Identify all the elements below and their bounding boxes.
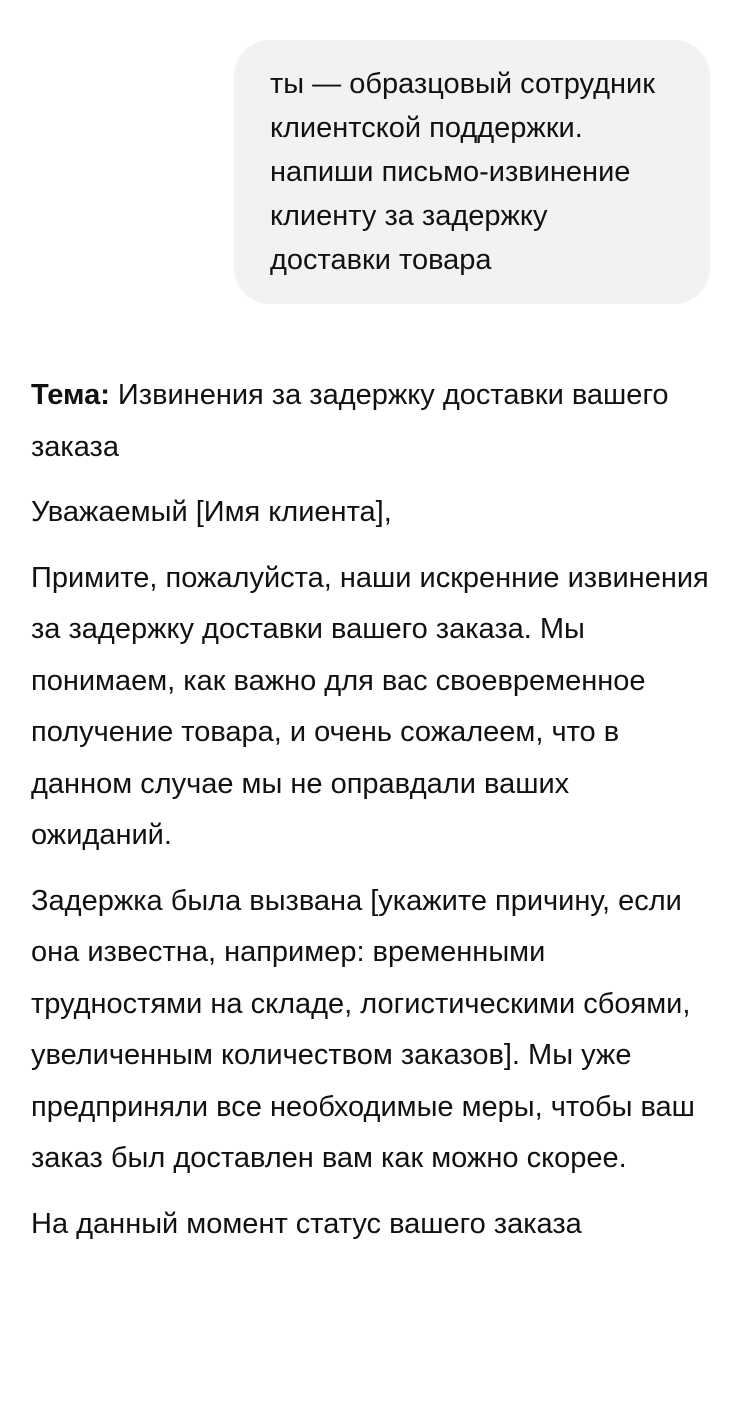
assistant-message: [31, 370, 711, 1264]
email-greeting: Уважаемый [Имя клиента],: [31, 496, 392, 528]
subject-label: Тема:: [31, 379, 110, 411]
user-message-line: клиентской поддержки.: [270, 112, 583, 144]
email-paragraph: Задержка была вызвана [укажите причину, если она известна, например: временными трудностями на складе, логистическими сбоями, увеличенным количеством заказов]. Мы уже предприняли все необходимые меры, чтобы ваш заказ был доставлен вам как можно скорее.: [31, 884, 695, 1174]
email-paragraph: Примите, пожалуйста, наши искренние извинения за задержку доставки вашего заказа. Мы понимаем, как важно для вас своевременное получение товара, и очень сожалеем, что в данном случае мы не оправдали ваших ожиданий.: [31, 561, 709, 851]
user-message-bubble[interactable]: [234, 40, 710, 304]
email-subject: [31, 370, 711, 473]
subject-text: Извинения за задержку доставки вашего заказа: [31, 379, 669, 463]
user-message-line: напиши письмо-извинение: [270, 156, 631, 188]
email-paragraph: На данный момент статус вашего заказа: [31, 1207, 582, 1240]
user-message-line: ты — образцовый сотрудник: [270, 68, 655, 100]
user-message-line: клиенту за задержку: [270, 200, 548, 232]
user-message-row: [234, 40, 710, 304]
user-message-line: доставки товара: [270, 244, 492, 276]
